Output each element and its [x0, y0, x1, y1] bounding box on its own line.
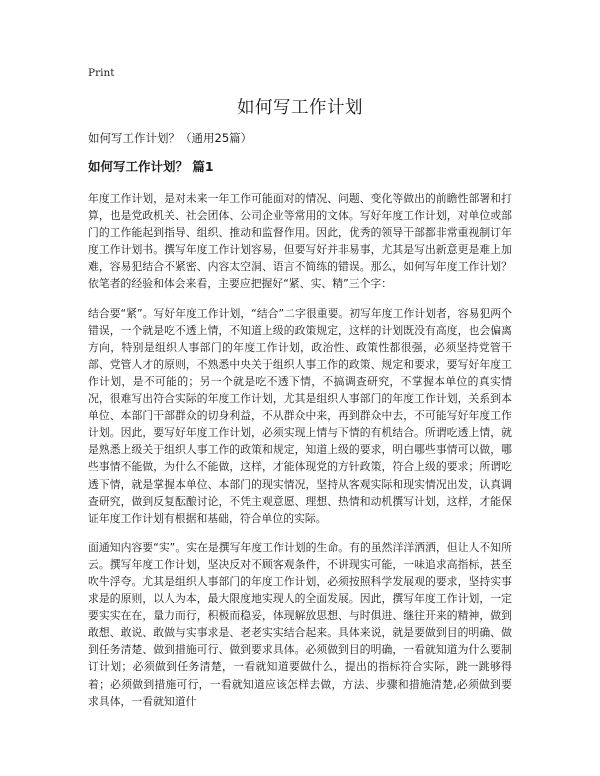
paragraph-intro: 年度工作计划，是对未来一年工作可能面对的情况、问题、变化等做出的前瞻性部署和打算，也是党政机关、社会团体、公司企业等常用的文体。写好年度工作计划，对单位或部门的工作能起到指导、组织、推动和监督作用。因此，优秀的领导干部都非常重视制订年度工作计划书。撰写年度工作计划容易，但要写好并非易事，尤其是写出新意更是难上加难，容易犯结合不紧密、内容太空洞、语言不简练的错误。那么，如何写年度工作计划？依笔者的经验和体会来看，主要应把握好“紧、实、精”三个字： [88, 192, 512, 291]
paragraph-substance: 面通知内容要“实”。实在是撰写年度工作计划的生命。有的虽然洋洋洒洒，但让人不知所云。撰写年度工作计划，坚决反对不顾客观条件，不讲现实可能，一味追求高指标，甚至吹牛浮夸。尤其是组织人事部门的年度工作计划，必须按照科学发展观的要求，坚持实事求是的原则，以人为本，最大限度地实现人的全面发展。因此，撰写年度工作计划，一定要实实在在，量力而行，积极而稳妥，体现解放思想、与时俱进、继往开来的精神，做到敢想、敢说、敢做与实事求是、老老实实结合起来。具体来说，就是要做到目的明确、做到任务清楚、做到措施可行、做到要求具体。必须做到目的明确，一看就知道为什么要制订计划；必须做到任务清楚，一看就知道要做什么，提出的指标符合实际，跳一跳够得着；必须做到措施可行，一看就知道应该怎样去做，方法、步骤和措施清楚,必须做到要求具体，一看就知道什 [88, 540, 512, 708]
paragraph-combination: 结合要“紧”。写好年度工作计划，“结合”二字很重要。初写年度工作计划者，容易犯两个错误，一个就是吃不透上情，不知道上级的政策规定，这样的计划既没有高度，也会偏离方向，特别是组织人事部门的年度工作计划，政治性、政策性都很强，必须坚持党管干部、党管人才的原则，不熟悉中央关于组织人事工作的政策、规定和要求，要写好年度工作计划，是不可能的；另一个就是吃不透下情，不搞调查研究，不掌握本单位的真实情况，很难写出符合实际的年度工作计划，尤其是组织人事部门的年度工作计划，关系到本单位、本部门干部群众的切身利益，不从群众中来，再到群众中去，不可能写好年度工作计划。因此，要写好年度工作计划，必须实现上情与下情的有机结合。所谓吃透上情，就是熟悉上级关于组织人事工作的政策和规定，知道上级的要求，明白哪些事情可以做，哪些事情不能做，为什么不能做，这样，才能体现党的方针政策，符合上级的要求；所谓吃透下情，就是掌握本单位、本部门的现实情况，坚持从客观实际和现实情况出发，认真调查研究，做到反复酝酿讨论，不凭主观意愿、理想、热情和动机撰写计划，这样，才能保证年度工作计划有根据和基础，符合单位的实际。 [88, 306, 512, 525]
print-label: Print [88, 67, 115, 79]
document-subtitle: 如何写工作计划？（通用25篇） [88, 131, 253, 145]
section-heading: 如何写工作计划？ 篇1 [88, 159, 214, 174]
document-title: 如何写工作计划 [237, 98, 363, 118]
